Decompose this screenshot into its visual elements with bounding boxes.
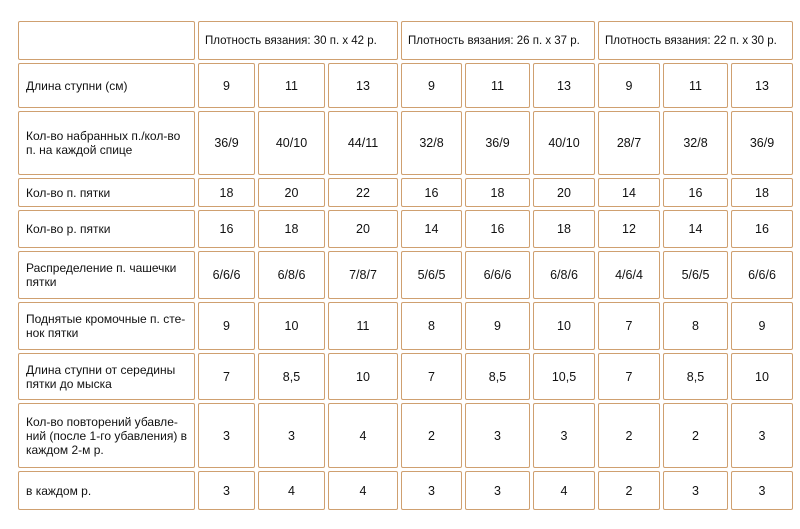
- row-label: [18, 353, 195, 400]
- table-cell-text: 14: [688, 222, 703, 236]
- row-label-text: Кол-во повторений убавле-ний (после 1-го убавления) в каждом 2-м р.: [26, 414, 188, 457]
- table-cell-text: 20: [356, 222, 370, 236]
- row-label: [18, 178, 195, 207]
- table-cell: [533, 471, 595, 510]
- table-cell-text: 22: [356, 185, 370, 200]
- table-cell: [465, 210, 530, 248]
- table-cell: [258, 111, 325, 175]
- table-cell-text: 10: [755, 369, 769, 384]
- table-cell-text: 18: [284, 222, 299, 236]
- table-cell: [258, 403, 325, 468]
- table-cell-text: 16: [219, 222, 234, 236]
- table-cell: [328, 111, 398, 175]
- header-density-3-text: Плотность вязания: 22 п. х 30 р.: [605, 34, 777, 47]
- table-cell: [258, 63, 325, 108]
- table-cell: [401, 111, 462, 175]
- table-cell: [663, 471, 728, 510]
- header-density-2: [401, 21, 595, 60]
- table-cell-text: 9: [223, 78, 230, 93]
- table-cell: [401, 178, 462, 207]
- table-cell: [533, 353, 595, 400]
- table-cell-text: 10,5: [551, 369, 577, 384]
- table-cell: [198, 251, 255, 299]
- table-cell-text: 4: [288, 483, 295, 498]
- table-cell: [198, 353, 255, 400]
- table-cell: [328, 210, 398, 248]
- table-cell-text: 9: [625, 78, 633, 93]
- table-cell-text: 10: [284, 319, 299, 333]
- row-label: [18, 210, 195, 248]
- table-cell-text: 44/11: [347, 136, 379, 150]
- table-cell-text: 18: [219, 185, 234, 200]
- row-label-text: Длина ступни от середины пятки до мыска: [26, 362, 176, 391]
- table-cell-text: 16: [688, 185, 703, 200]
- table-cell: [533, 111, 595, 175]
- table-cell: [258, 178, 325, 207]
- table-cell: [663, 111, 728, 175]
- table-cell: [731, 251, 793, 299]
- table-cell-text: 13: [755, 78, 769, 93]
- table-cell-text: 40/10: [275, 136, 308, 150]
- table-cell: [401, 471, 462, 510]
- table-cell: [598, 251, 660, 299]
- table-cell: [663, 251, 728, 299]
- table-cell: [401, 251, 462, 299]
- table-cell: [328, 302, 398, 350]
- table-cell-text: 3: [692, 483, 699, 498]
- row-label: [18, 302, 195, 350]
- table-cell: [328, 63, 398, 108]
- table-cell-text: 32/8: [683, 136, 708, 150]
- table-cell: [533, 251, 595, 299]
- table-cell-text: 11: [491, 78, 504, 93]
- table-cell: [328, 178, 398, 207]
- table-cell-text: 4: [359, 428, 367, 443]
- row-label: [18, 471, 195, 510]
- row-label: [18, 111, 195, 175]
- row-label-text: Кол-во п. пятки: [26, 185, 111, 200]
- table-cell-text: 9: [428, 78, 435, 93]
- table-cell: [198, 210, 255, 248]
- header-density-2-text: Плотность вязания: 26 п. х 37 р.: [408, 34, 580, 47]
- table-cell-text: 32/8: [419, 136, 444, 150]
- table-cell-text: 8,5: [488, 369, 507, 384]
- table-cell-text: 11: [689, 78, 702, 93]
- table-cell: [401, 403, 462, 468]
- row-label: [18, 251, 195, 299]
- table-cell: [663, 210, 728, 248]
- table-cell-text: 2: [692, 428, 699, 443]
- table-cell: [731, 178, 793, 207]
- table-cell-text: 20: [284, 185, 299, 200]
- table-cell: [465, 251, 530, 299]
- table-cell: [533, 403, 595, 468]
- header-density-1-text: Плотность вязания: 30 п. х 42 р.: [205, 34, 377, 47]
- table-cell-text: 8,5: [282, 369, 301, 384]
- table-cell: [465, 302, 530, 350]
- table-cell-text: 9: [223, 319, 230, 333]
- table-cell-text: 10: [557, 319, 571, 333]
- table-cell-text: 11: [356, 319, 370, 333]
- table-cell-text: 18: [490, 185, 505, 200]
- table-cell-text: 12: [622, 222, 636, 236]
- row-label: [18, 403, 195, 468]
- table-cell-text: 6/6/6: [748, 268, 776, 282]
- table-cell-text: 11: [285, 78, 298, 93]
- table-cell: [198, 471, 255, 510]
- table-cell: [465, 403, 530, 468]
- table-cell: [598, 178, 660, 207]
- table-cell: [598, 111, 660, 175]
- table-cell-text: 28/7: [616, 136, 642, 150]
- table-cell-text: 7/8/7: [349, 268, 377, 282]
- table-cell: [258, 471, 325, 510]
- header-corner: [18, 21, 195, 60]
- table-cell-text: 5/6/5: [681, 268, 710, 282]
- table-cell-text: 7: [223, 369, 230, 384]
- table-cell: [731, 353, 793, 400]
- table-cell-text: 2: [625, 428, 633, 443]
- table-cell-text: 8: [428, 319, 435, 333]
- table-cell-text: 3: [758, 428, 766, 443]
- row-label-text: Поднятые кромочные п. сте-нок пятки: [26, 312, 186, 340]
- table-cell: [465, 178, 530, 207]
- table-cell-text: 3: [494, 428, 501, 443]
- table-cell: [198, 111, 255, 175]
- table-cell: [663, 63, 728, 108]
- table-cell-text: 3: [494, 483, 501, 498]
- table-cell: [663, 353, 728, 400]
- table-cell-text: 2: [625, 483, 633, 498]
- table-cell: [533, 302, 595, 350]
- table-cell: [258, 353, 325, 400]
- row-label: [18, 63, 195, 108]
- table-cell-text: 6/8/6: [550, 268, 578, 282]
- table-cell-text: 8: [692, 319, 699, 333]
- table-cell: [731, 63, 793, 108]
- table-cell-text: 3: [560, 428, 568, 443]
- knitting-table: [12, 15, 795, 525]
- row-label-text: Распределение п. чашечки пятки: [26, 261, 177, 289]
- table-cell-text: 6/6/6: [212, 268, 241, 282]
- table-cell-text: 13: [356, 78, 370, 93]
- table-cell-text: 4/6/4: [615, 268, 643, 282]
- table-cell: [401, 302, 462, 350]
- table-cell: [258, 251, 325, 299]
- table-cell: [328, 251, 398, 299]
- table-cell-text: 3: [428, 483, 435, 498]
- table-cell-text: 40/10: [548, 136, 580, 150]
- table-cell-text: 2: [428, 428, 435, 443]
- table-cell: [465, 471, 530, 510]
- table-cell: [198, 178, 255, 207]
- table-cell: [598, 471, 660, 510]
- table-cell: [401, 63, 462, 108]
- table-cell-text: 9: [494, 319, 501, 333]
- table-cell-text: 10: [356, 369, 370, 384]
- table-cell: [731, 403, 793, 468]
- table-cell-text: 16: [490, 222, 505, 236]
- table-cell-text: 7: [428, 369, 435, 384]
- table-cell-text: 8,5: [686, 369, 705, 384]
- table-cell-text: 7: [625, 369, 633, 384]
- table-cell: [663, 178, 728, 207]
- row-label-text: Кол-во р. пятки: [26, 222, 111, 236]
- header-density-3: [598, 21, 793, 60]
- table-cell: [598, 403, 660, 468]
- table-cell: [731, 471, 793, 510]
- table-cell: [198, 403, 255, 468]
- header-density-1: [198, 21, 398, 60]
- table-cell-text: 6/8/6: [277, 268, 306, 282]
- table-cell-text: 3: [223, 428, 230, 443]
- table-cell: [663, 302, 728, 350]
- table-cell: [328, 471, 398, 510]
- table-cell: [465, 63, 530, 108]
- table-cell: [401, 210, 462, 248]
- table-cell: [465, 111, 530, 175]
- table-cell: [198, 63, 255, 108]
- table-cell-text: 7: [625, 319, 633, 333]
- table-cell: [198, 302, 255, 350]
- table-cell: [598, 353, 660, 400]
- table-cell-text: 13: [557, 78, 571, 93]
- table-cell-text: 5/6/5: [417, 268, 446, 282]
- table-cell-text: 16: [755, 222, 769, 236]
- table-cell: [731, 302, 793, 350]
- table-cell-text: 20: [557, 185, 571, 200]
- table-cell-text: 16: [424, 185, 439, 200]
- table-cell-text: 14: [622, 185, 636, 200]
- table-cell: [731, 111, 793, 175]
- table-cell: [328, 353, 398, 400]
- table-cell: [598, 63, 660, 108]
- table-cell: [731, 210, 793, 248]
- table-cell-text: 4: [560, 483, 568, 498]
- table-cell: [533, 63, 595, 108]
- table-cell: [533, 210, 595, 248]
- table-cell-text: 36/9: [214, 136, 239, 150]
- row-label-text: в каждом р.: [26, 483, 92, 498]
- table-cell: [258, 302, 325, 350]
- table-cell: [401, 353, 462, 400]
- table-cell-text: 3: [288, 428, 295, 443]
- table-cell: [258, 210, 325, 248]
- row-label-text: Длина ступни (см): [26, 78, 128, 93]
- table-cell-text: 9: [758, 319, 766, 333]
- table-cell: [598, 302, 660, 350]
- table-cell-text: 14: [424, 222, 439, 236]
- table-cell: [533, 178, 595, 207]
- table-cell: [598, 210, 660, 248]
- table-cell: [465, 353, 530, 400]
- table-cell-text: 36/9: [485, 136, 510, 150]
- table-cell-text: 4: [359, 483, 367, 498]
- table-cell: [663, 403, 728, 468]
- table-cell: [328, 403, 398, 468]
- table-cell-text: 3: [223, 483, 230, 498]
- table-cell-text: 18: [557, 222, 571, 236]
- table-cell-text: 18: [755, 185, 769, 200]
- table-cell-text: 3: [758, 483, 766, 498]
- table-cell-text: 36/9: [749, 136, 775, 150]
- row-label-text: Кол-во набранных п./кол-во п. на каждой спице: [26, 129, 181, 157]
- table-cell-text: 6/6/6: [483, 268, 512, 282]
